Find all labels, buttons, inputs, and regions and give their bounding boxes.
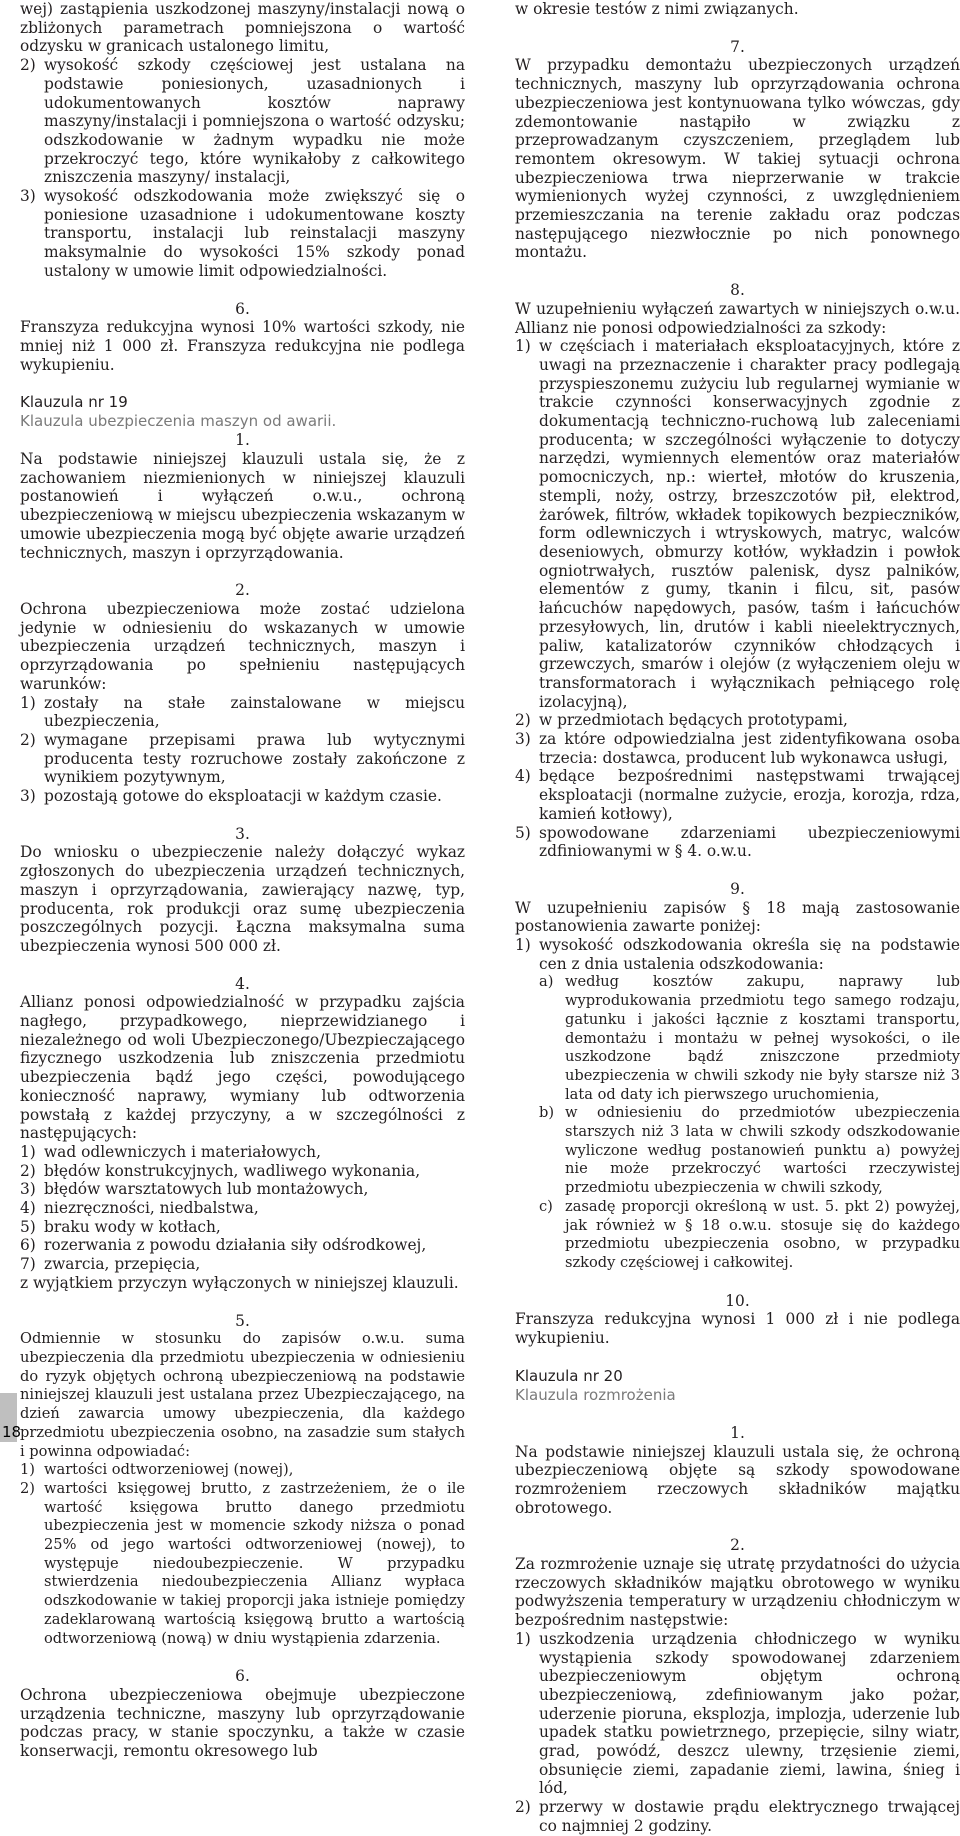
section-number: 7. — [730, 37, 745, 56]
list-item: 3) wysokość odszkodowania może zwiększyć się o poniesione uzasadnione i udokumentowane koszty transportu, instalacji lub reinstalacji maszyny maksymalnie do wysokości 15% szkody ponad ustalony w umowie limit odpowiedzialności. — [20, 187, 465, 280]
list-item-number: 1) — [515, 1629, 531, 1648]
list-item — [20, 1162, 465, 1181]
list-item — [20, 1199, 465, 1218]
list-item — [20, 1180, 465, 1199]
numbered-list — [20, 1461, 465, 1648]
list-item-number: b) — [539, 1104, 555, 1122]
list-item-text: wymagane przepisami prawa lub wytycznymi producenta testy rozruchowe zostały zakończone z wynikiem pozytywnym, — [44, 730, 465, 787]
list-item-number: 5) — [20, 1217, 36, 1236]
numbered-list — [515, 337, 960, 861]
list-item-text: wad odlewniczych i materiałowych, — [44, 1142, 321, 1161]
section-number: 6. — [235, 299, 250, 318]
paragraph: Franszyza redukcyjna wynosi 10% wartości szkody, nie mniej niż 1 000 zł. Franszyza redukcyjna nie podlega wykupieniu. — [20, 318, 465, 374]
list-item — [20, 1255, 465, 1274]
section-number: 3. — [235, 824, 250, 843]
section-number: 2. — [235, 581, 250, 600]
list-item-number: 5) — [515, 823, 531, 842]
list-item-text: pozostają gotowe do eksploatacji w każdym czasie. — [44, 787, 442, 806]
list-item-number: 2) — [20, 730, 36, 749]
paragraph: W uzupełnieniu zapisów § 18 mają zastosowanie postanowienia zawarte poniżej: — [515, 898, 960, 936]
list-item-text: będące bezpośrednimi następstwami trwającej eksploatacji (normalne zużycie, erozja, korozja, rdza, kamień kotłowy), — [539, 767, 960, 823]
paragraph: Odmiennie w stosunku do zapisów o.w.u. suma ubezpieczenia dla przedmiotu ubezpieczenia w odniesieniu do ryzyk objętych ochroną ubezpieczeniową na podstawie niniejszej klauzuli jest ustalana przez Ubezpieczającego, na dzień zawarcia umowy ubezpieczenia, dla każdego przedmiotu ubezpieczenia osobno, na zasadzie sum stałych i powinna odpowiadać: — [20, 1330, 465, 1460]
paragraph: Do wniosku o ubezpieczenie należy dołączyć wykaz zgłoszonych do ubezpieczenia urządzeń technicznych, maszyn i oprzyrządowania, zawierający nazwę, typ, producenta, rok produkcji oraz sumę ubezpieczenia poszczególnych pozycji. Łączna maksymalna suma ubezpieczenia wynosi 500 000 zł. — [20, 843, 465, 955]
list-item-number: c) — [539, 1197, 553, 1215]
list-item — [515, 1798, 960, 1835]
list-item-number: 4) — [20, 1199, 36, 1218]
section-number: 6. — [235, 1667, 250, 1686]
section-number: 1. — [235, 431, 250, 450]
list-item-text: wysokość odszkodowania określa się na podstawie cen z dnia ustalenia odszkodowania: — [539, 936, 960, 973]
list-item — [539, 973, 960, 1104]
list-item-text: wysokość odszkodowania może zwiększyć się o poniesione uzasadnione i udokumentowane koszty transportu, instalacji lub reinstalacji maszyny maksymalnie do wysokości 15% szkody ponad ustalony w umowie limit odpowiedzialności. — [44, 187, 465, 280]
list-item-number: 3) — [515, 730, 531, 749]
continuation-text: w okresie testów z nimi związanych. — [515, 0, 799, 18]
list-item-number: a) — [539, 973, 554, 991]
paragraph: W uzupełnieniu wyłączeń zawartych w niniejszych o.w.u. Allianz nie ponosi odpowiedzialności za szkody: — [515, 299, 960, 337]
list-item-number: 1) — [20, 1461, 35, 1479]
list-item-text: w odniesieniu do przedmiotów ubezpieczenia starszych niż 3 lata w chwili szkody odszkodowanie wyliczone według postanowień punktu a) powyżej nie może przekroczyć wartości rzeczywistej przedmiotu ubezpieczenia w chwili szkody, — [565, 1104, 960, 1197]
list-item — [20, 1461, 465, 1480]
list-item-number: 2) — [515, 711, 531, 730]
list-item: 2) wysokość szkody częściowej jest ustalana na podstawie poniesionych, uzasadnionych i udokumentowanych kosztów naprawy maszyny/instalacji i pomniejszona o wartość odzysku; odszkodowanie w żadnym wypadku nie może przekroczyć tego, które wynikałoby z całkowitego zniszczenia maszyny/ instalacji, — [20, 56, 465, 187]
list-item — [515, 711, 960, 730]
list-item-text: rozerwania z powodu działania siły odśrodkowej, — [44, 1236, 427, 1255]
left-column — [20, 0, 465, 1761]
list-item-text: zwarcia, przepięcia, — [44, 1255, 201, 1274]
section-number: 2. — [730, 1536, 745, 1555]
list-item-number: 7) — [20, 1255, 36, 1274]
list-item-text: w przedmiotach będących prototypami, — [539, 711, 848, 730]
list-item-number: 1) — [20, 693, 36, 712]
section-number: 10. — [725, 1291, 750, 1310]
list-item-text: błędów warsztatowych lub montażowych, — [44, 1180, 369, 1199]
section-number: 9. — [730, 879, 745, 898]
lettered-list — [515, 973, 960, 1272]
paragraph: Za rozmrożenie uznaje się utratę przydatności do użycia rzeczowych składników majątku obrotowego w wyniku podwyższenia temperatury w urządzeniu chłodniczym w bezpośrednim następstwie: — [515, 1555, 960, 1630]
list-item-number: 1) — [515, 337, 531, 356]
section-number: 4. — [235, 974, 250, 993]
list-item-text: przerwy w dostawie prądu elektrycznego trwającej co najmniej 2 godziny. — [539, 1798, 960, 1835]
paragraph: Allianz ponosi odpowiedzialność w przypadku zajścia nagłego, przypadkowego, nieprzewidzianego i niezależnego od woli Ubezpieczonego/Ubezpieczającego fizycznego uszkodzenia lub zniszczenia przedmiotu ubezpieczenia bądź jego części, powodującego konieczność naprawy, wymiany lub odtworzenia powstałą z każdej przyczyny, a w szczególności z następujących: — [20, 993, 465, 1143]
list-item — [515, 1630, 960, 1798]
numbered-list — [20, 1143, 465, 1274]
list-item — [20, 1143, 465, 1162]
list-item — [539, 1198, 960, 1273]
list-item — [20, 694, 465, 731]
list-item-number: 2) — [20, 1161, 36, 1180]
numbered-list — [20, 694, 465, 806]
section-number: 8. — [730, 281, 745, 300]
section-number: 1. — [730, 1423, 745, 1442]
paragraph: Franszyza redukcyjna wynosi 1 000 zł i nie podlega wykupieniu. — [515, 1310, 960, 1348]
paragraph: Na podstawie niniejszej klauzuli ustala się, że ochroną ubezpieczeniową objęte są szkody spowodowane rozmrożeniem rzeczowych składników majątku obrotowego. — [515, 1442, 960, 1517]
list-item-text: wartości księgowej brutto, z zastrzeżeniem, że o ile wartość księgowa brutto danego przedmiotu ubezpieczenia jest w momencie szkody niższa o ponad 25% od jego wartości odtworzeniowej (nowej), to występuje niedoubezpieczenie. W przypadku stwierdzenia niedoubezpieczenia Allianz wypłaca odszkodowanie w takiej proporcji jaka istnieje pomiędzy zadeklarowaną wartością księgową brutto a wartością odtworzeniową (nową) w dniu wystąpienia zdarzenia. — [44, 1479, 465, 1647]
paragraph: W przypadku demontażu ubezpieczonych urządzeń technicznych, maszyny lub oprzyrządowania ochrona ubezpieczeniowa jest kontynuowana tylko wówczas, gdy zdemontowanie nastąpiło w związku z przeprowadzanym czyszczeniem, przeglądem lub remontem okresowym. W takiej sytuacji ochrona ubezpieczeniowa trwa nieprzerwanie w trakcie wymienionych wyżej czynności, z uwzględnieniem przemieszczania na terenie zakładu oraz podczas następującego niezwłocznie po nich ponownego montażu. — [515, 56, 960, 262]
list-item-text: za które odpowiedzialna jest zidentyfikowana osoba trzecia: dostawca, producent lub wykonawca usługi, — [539, 730, 960, 767]
list-item — [20, 1236, 465, 1255]
clause-heading: Klauzula nr 19 — [20, 393, 128, 412]
list-item-number: 6) — [20, 1236, 36, 1255]
paragraph: Ochrona ubezpieczeniowa może zostać udzielona jedynie w odniesieniu do wskazanych w umowie ubezpieczenia urządzeń technicznych, maszyn i oprzyrządowania po spełnieniu następujących warunków: — [20, 599, 465, 693]
clause-title: Klauzula rozmrożenia — [515, 1385, 676, 1404]
list-item-number: 2) — [515, 1798, 531, 1817]
continuation-text: wej) zastąpienia uszkodzonej maszyny/instalacji nową o zbliżonych parametrach pomniejszona o wartość odzysku w granicach ustalonego limitu, — [20, 0, 465, 56]
list-item-text: niezręczności, niedbalstwa, — [44, 1199, 259, 1218]
list-item-text: w częściach i materiałach eksploatacyjnych, które z uwagi na przeznaczenie i charakter pracy podlegają przyspieszonemu zużyciu lub regularnej wymianie w trakcie czynności konserwacyjnych zgodnie z dokumentacją techniczno-ruchową lub zaleceniami producenta; w szczególności wyłączenie to dotyczy narzędzi, wymiennych elementów oraz materiałów pomocniczych, np.: wierteł, młotów do kruszenia, stempli, noży, ostrzy, brzeszczotów pił, elektrod, żarówek, filtrów, wkładek topikowych bezpieczników, form odlewniczych i wtryskowych, matryc, walców deseniowych, obmurzy kotłów, wykładzin i powłok ogniotrwałych, rusztów palenisk, dysz palników, elementów z gumy, tkanin i filcu, sit, pasów łańcuchów napędowych, pasów, taśm i łańcuchów przesyłowych, lin, drutów i kabli nieelektrycznych, paliw, katalizatorów czynników chłodzących i grzewczych, smarów i olejów (z wyłączeniem oleju w transformatorach i wyłącznikach pełniącego rolę izolacyjną), — [539, 337, 960, 711]
clause-title: Klauzula ubezpieczenia maszyn od awarii. — [20, 412, 337, 431]
right-column — [515, 0, 960, 1836]
list-item-number: 2) — [20, 1479, 35, 1497]
list-item — [20, 1480, 465, 1648]
list-item-text: błędów konstrukcyjnych, wadliwego wykonania, — [44, 1161, 421, 1180]
numbered-list — [515, 1630, 960, 1836]
list-item-number: 3) — [20, 1180, 36, 1199]
list-item — [20, 1218, 465, 1237]
section-number: 5. — [235, 1311, 250, 1330]
list-item — [20, 787, 465, 806]
list-item — [515, 337, 960, 711]
list-item — [539, 1104, 960, 1198]
list-item-text: zasadę proporcji określoną w ust. 5. pkt 2) powyżej, jak również w § 18 o.w.u. stosuje się do każdego przedmiotu ubezpieczenia osobno, w przypadku szkody częściowej i całkowitej. — [565, 1197, 960, 1271]
list-item — [515, 824, 960, 861]
paragraph: z wyjątkiem przyczyn wyłączonych w niniejszej klauzuli. — [20, 1273, 459, 1292]
list-item-text: wysokość szkody częściowej jest ustalana na podstawie poniesionych, uzasadnionych i udokumentowanych kosztów naprawy maszyny/instalacji i pomniejszona o wartość odzysku; odszkodowanie w żadnym wypadku nie może przekroczyć tego, które wynikałoby z całkowitego zniszczenia maszyny/ instalacji, — [44, 56, 465, 187]
list-item-number: 3) — [20, 787, 36, 806]
list-item-text: wartości odtworzeniowej (nowej), — [44, 1461, 294, 1479]
clause-heading: Klauzula nr 20 — [515, 1366, 623, 1385]
paragraph: Na podstawie niniejszej klauzuli ustala się, że z zachowaniem niezmienionych w niniejszej klauzuli postanowień i wyłączeń o.w.u., ochroną ubezpieczeniową w miejscu ubezpieczenia wskazanym w umowie ubezpieczenia mogą być objęte awarie urządzeń technicznych, maszyn i oprzyrządowania. — [20, 450, 465, 562]
list-item-number: 1) — [20, 1142, 36, 1161]
list-item-text: braku wody w kotłach, — [44, 1217, 221, 1236]
list-item — [20, 731, 465, 787]
list-item — [515, 767, 960, 823]
list-item-text: według kosztów zakupu, naprawy lub wyprodukowania przedmiotu tego samego rodzaju, gatunku i jakości łącznie z kosztami transportu, demontażu i montażu w pełnej wysokości, o ile uszkodzone bądź zniszczone przedmioty ubezpieczenia w chwili szkody nie były starsze niż 3 lata od daty ich pierwszego uruchomienia, — [565, 973, 960, 1103]
list-item-number: 4) — [515, 767, 531, 786]
list-item — [515, 730, 960, 767]
page-number: 18 — [2, 1423, 22, 1441]
list-item-text: uszkodzenia urządzenia chłodniczego w wyniku wystąpienia szkody spowodowanej zdarzeniem ubezpieczeniowym objętym ochroną ubezpieczeniową, zdefiniowanym jako pożar, uderzenie pioruna, eksplozja, implozja, uderzenie lub upadek statku powietrznego, przepięcie, silny wiatr, grad, powódź, deszcz ulewny, trzęsienie ziemi, obsunięcie ziemi, zapadanie ziemi, lawina, śnieg i lód, — [539, 1629, 960, 1798]
list-item: 1) wysokość odszkodowania określa się na podstawie cen z dnia ustalenia odszkodowania: — [515, 936, 960, 973]
list-item-text: zostały na stałe zainstalowane w miejscu ubezpieczenia, — [44, 693, 465, 731]
paragraph: Ochrona ubezpieczeniowa obejmuje ubezpieczone urządzenia techniczne, maszyny lub oprzyrządowanie podczas pracy, w stanie spoczynku, a także w czasie konserwacji, remontu okresowego lub — [20, 1685, 465, 1761]
list-item-text: spowodowane zdarzeniami ubezpieczeniowymi zdfiniowanymi w § 4. o.w.u. — [539, 823, 960, 861]
